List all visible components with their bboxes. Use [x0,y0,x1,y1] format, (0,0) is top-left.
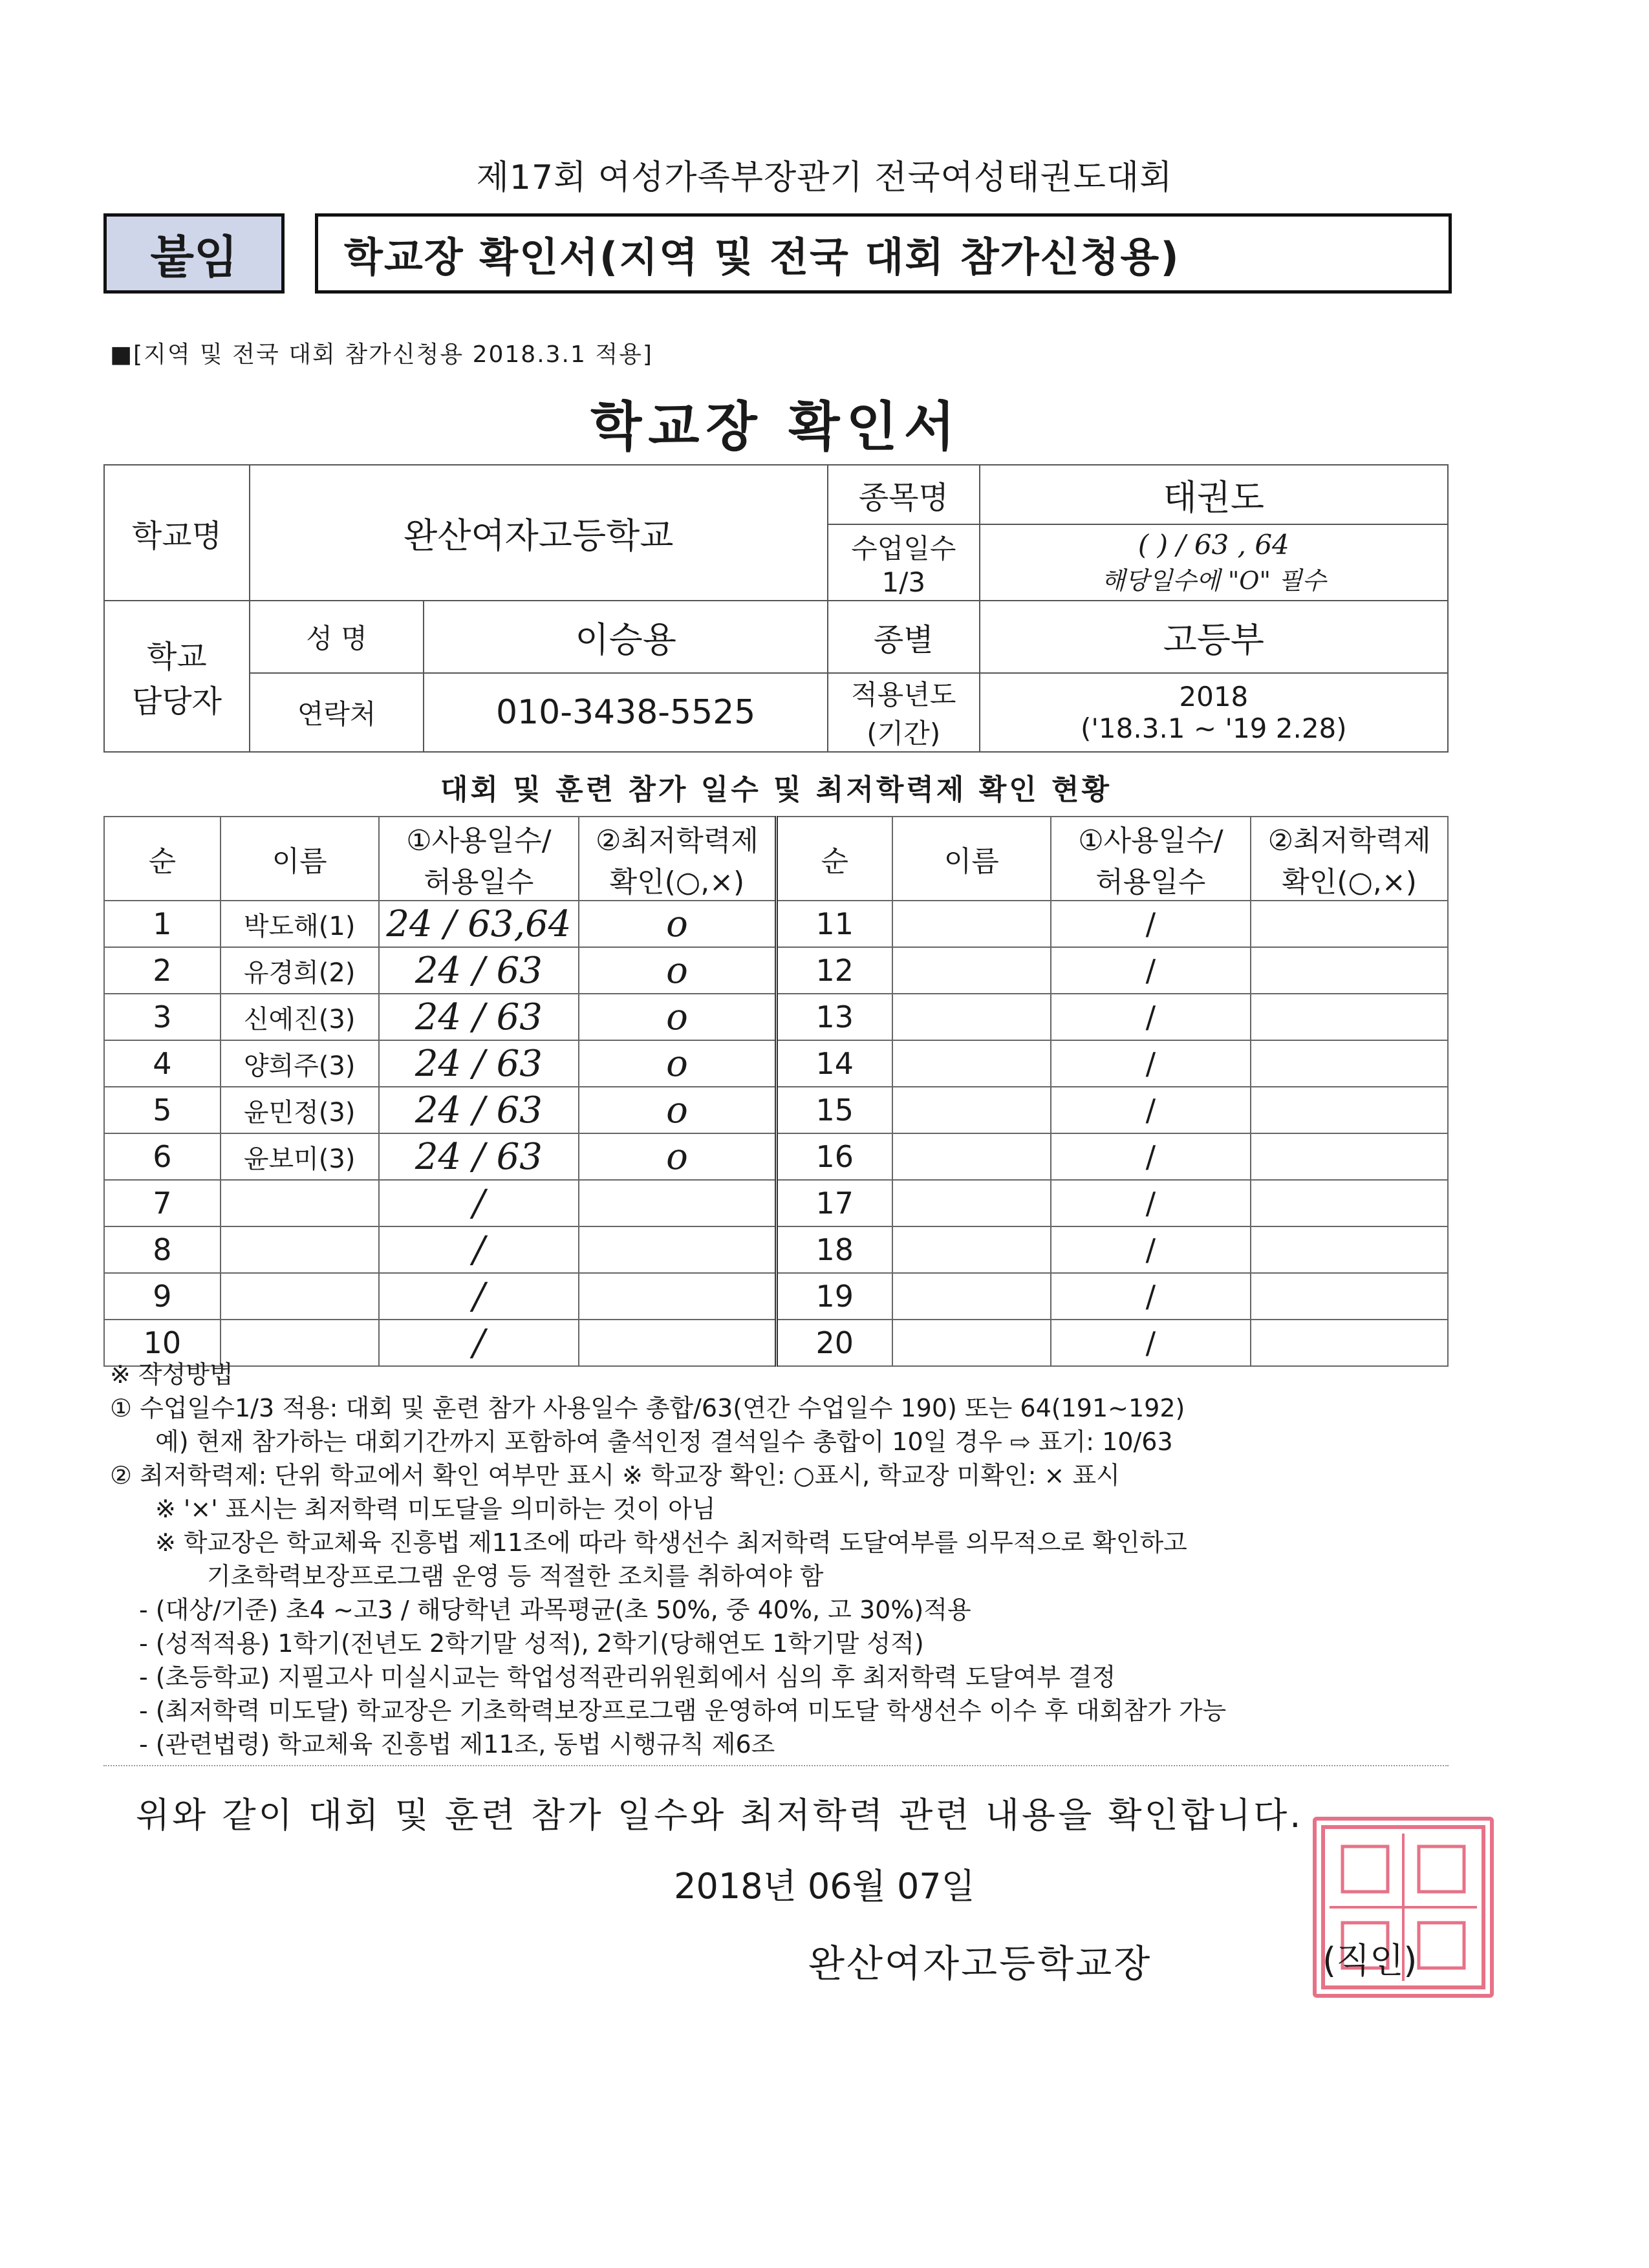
row-name [892,994,1051,1040]
division-value: 고등부 [980,601,1448,673]
header-check-line1: ②최저학력제 [595,824,759,857]
class-days-note: 해당일수에 "O" 필수 [1101,566,1326,595]
notes-block [110,1358,1468,1761]
header-name-right: 이름 [892,817,1051,901]
row-days: / [379,1320,579,1366]
records-table [103,816,1449,1367]
row-no: 8 [104,1226,221,1273]
note-item: ※ '×' 표시는 최저학력 미도달을 의미하는 것이 아님 [155,1495,716,1523]
row-days: / [1051,901,1251,947]
class-days-label-line2: 1/3 [881,566,926,598]
row-no: 15 [776,1087,892,1133]
row-name: 양희주(3) [221,1040,379,1087]
note-item: - (최저학력 미도달) 학교장은 기초학력보장프로그램 운영하여 미도달 학생선수 이수 후 대회참가 가능 [139,1696,1227,1725]
document-title-box [315,213,1452,294]
principal-title: 완산여자고등학교장 [808,1942,1152,1985]
row-check: o [579,1133,776,1180]
class-days-value [980,524,1448,601]
division-label: 종별 [828,601,980,673]
issue-date: 2018년 06월 07일 [674,1866,975,1907]
row-days: / [1051,1180,1251,1226]
row-check [579,1273,776,1320]
note-item: ① 수업일수1/3 적용: 대회 및 훈련 참가 사용일수 총합/63(연간 수업일수 190) 또는 64(191~192) [110,1394,1185,1422]
school-name-label: 학교명 [104,465,250,601]
apply-note: ■[지역 및 전국 대회 참가신청용 2018.3.1 적용] [110,341,653,368]
row-no: 11 [776,901,892,947]
row-no: 7 [104,1180,221,1226]
header-no: 순 [104,817,221,901]
notes-heading: ※ 작성방법 [110,1360,233,1389]
note-item: - (성적적용) 1학기(전년도 2학기말 성적), 2학기(당해연도 1학기말 성적) [139,1629,924,1658]
class-days-label-line1: 수업일수 [851,532,956,564]
row-check: o [579,1087,776,1133]
row-days: 24 / 63 [379,1040,579,1087]
table-row [104,901,1448,947]
row-no: 16 [776,1133,892,1180]
note-item: - (관련법령) 학교체육 진흥법 제11조, 동법 시행규칙 제6조 [139,1730,775,1759]
row-name: 윤보미(3) [221,1133,379,1180]
row-no: 10 [104,1320,221,1366]
row-name [221,1180,379,1226]
table-row [104,1087,1448,1133]
row-check [1251,1226,1448,1273]
header-check-right [1251,817,1448,901]
divider [103,1765,1449,1766]
records-title: 대회 및 훈련 참가 일수 및 최저학력제 확인 현황 [440,773,1112,806]
row-days: / [1051,1087,1251,1133]
seal-mark: (직인) [1322,1940,1417,1981]
table-row [104,1133,1448,1180]
row-no: 4 [104,1040,221,1087]
row-check [1251,1180,1448,1226]
main-title: 학교장 확인서 [590,396,962,458]
note-item: 예) 현재 참가하는 대회기간까지 포함하여 출석인정 결석일수 총합이 10일 경우 ⇨ 표기: 10/63 [155,1428,1173,1456]
row-check: o [579,994,776,1040]
row-name [221,1273,379,1320]
header-days-line2: 허용일수 [424,866,534,899]
row-name [892,1226,1051,1273]
row-days: / [1051,1040,1251,1087]
row-name [892,1040,1051,1087]
row-no: 14 [776,1040,892,1087]
row-days: 24 / 63 [379,947,579,994]
row-days: / [1051,1226,1251,1273]
row-no: 1 [104,901,221,947]
row-no: 13 [776,994,892,1040]
row-no: 6 [104,1133,221,1180]
manager-label-line1: 학교 [147,639,207,675]
row-name: 신예진(3) [221,994,379,1040]
row-check [1251,947,1448,994]
row-days: 24 / 63 [379,994,579,1040]
header-days-right-line1: ①사용일수/ [1078,824,1223,857]
row-no: 20 [776,1320,892,1366]
row-days: / [1051,947,1251,994]
row-name [221,1226,379,1273]
header-days-right-line2: 허용일수 [1095,866,1206,899]
school-info-table [103,464,1449,753]
row-name [892,1273,1051,1320]
header-name: 이름 [221,817,379,901]
table-row [104,1273,1448,1320]
row-check: o [579,1040,776,1087]
table-row [104,947,1448,994]
header-check-line2: 확인(○,×) [609,866,745,899]
year-label-line1: 적용년도 [851,679,956,711]
row-days: / [379,1273,579,1320]
table-row [104,994,1448,1040]
header-check [579,817,776,901]
row-check: o [579,901,776,947]
row-check [1251,1133,1448,1180]
table-row [104,1180,1448,1226]
contact-label: 연락처 [250,673,424,752]
row-name [892,901,1051,947]
row-name [892,947,1051,994]
event-title: 제17회 여성가족부장관기 전국여성태권도대회 [476,158,1173,197]
records-header-row [104,817,1448,901]
contact-value: 010-3438-5525 [424,673,827,752]
row-name [892,1133,1051,1180]
row-check [1251,1273,1448,1320]
row-no: 2 [104,947,221,994]
row-check: o [579,947,776,994]
year: 2018 [1179,681,1249,712]
row-days: / [1051,1273,1251,1320]
row-name [892,1087,1051,1133]
year-value [980,673,1448,752]
sport-value: 태권도 [980,465,1448,524]
row-check [1251,1040,1448,1087]
row-days: / [1051,1133,1251,1180]
year-label-line2: (기간) [867,718,941,749]
class-days-label [828,524,980,601]
header-no-right: 순 [776,817,892,901]
row-name: 윤민정(3) [221,1087,379,1133]
row-no: 18 [776,1226,892,1273]
row-check [579,1226,776,1273]
manager-name: 이승용 [424,601,827,673]
sport-label: 종목명 [828,465,980,524]
school-name: 완산여자고등학교 [250,465,828,601]
header-days-right [1051,817,1251,901]
confirm-statement: 위와 같이 대회 및 훈련 참가 일수와 최저학력 관련 내용을 확인합니다. [136,1795,1304,1835]
row-name [892,1180,1051,1226]
header-days-line1: ①사용일수/ [406,824,552,857]
row-no: 12 [776,947,892,994]
header-check-right-line1: ②최저학력제 [1267,824,1431,857]
row-check [579,1180,776,1226]
row-no: 19 [776,1273,892,1320]
table-row [104,1040,1448,1087]
note-item: ② 최저학력제: 단위 학교에서 확인 여부만 표시 ※ 학교장 확인: ○표시, 학교장 미확인: × 표시 [110,1461,1120,1490]
note-item: - (초등학교) 지필고사 미실시교는 학업성적관리위원회에서 심의 후 최저학력 도달여부 결정 [139,1663,1116,1691]
note-item: ※ 학교장은 학교체육 진흥법 제11조에 따라 학생선수 최저학력 도달여부를 의무적으로 확인하고 [155,1528,1187,1557]
manager-label [104,601,250,752]
row-no: 3 [104,994,221,1040]
row-days: 24 / 63 [379,1087,579,1133]
row-check [1251,994,1448,1040]
manager-label-line2: 담당자 [131,683,222,720]
row-days: / [379,1226,579,1273]
row-days: / [379,1180,579,1226]
note-item: - (대상/기준) 초4 ~고3 / 해당학년 과목평균(초 50%, 중 40%, 고 30%)적용 [139,1596,971,1624]
attachment-tag-label: 붙임 [150,230,238,284]
row-no: 5 [104,1087,221,1133]
attachment-tag [103,213,285,294]
year-label [828,673,980,752]
row-name: 유경희(2) [221,947,379,994]
note-item: 기초학력보장프로그램 운영 등 적절한 조치를 취하여야 함 [207,1562,824,1590]
row-days: 24 / 63 [379,1133,579,1180]
row-name: 박도해(1) [221,901,379,947]
row-no: 9 [104,1273,221,1320]
row-days: / [1051,1320,1251,1366]
row-days: / [1051,994,1251,1040]
period: ('18.3.1 ~ '19 2.28) [1081,712,1347,744]
row-no: 17 [776,1180,892,1226]
header-check-right-line2: 확인(○,×) [1282,866,1417,899]
class-days-fraction: ( ) / 63 , 64 [1137,529,1289,561]
header-days [379,817,579,901]
row-check [1251,1087,1448,1133]
name-label: 성 명 [250,601,424,673]
table-row [104,1226,1448,1273]
row-days: 24 / 63,64 [379,901,579,947]
row-check [1251,901,1448,947]
document-title: 학교장 확인서(지역 및 전국 대회 참가신청용) [344,233,1180,281]
